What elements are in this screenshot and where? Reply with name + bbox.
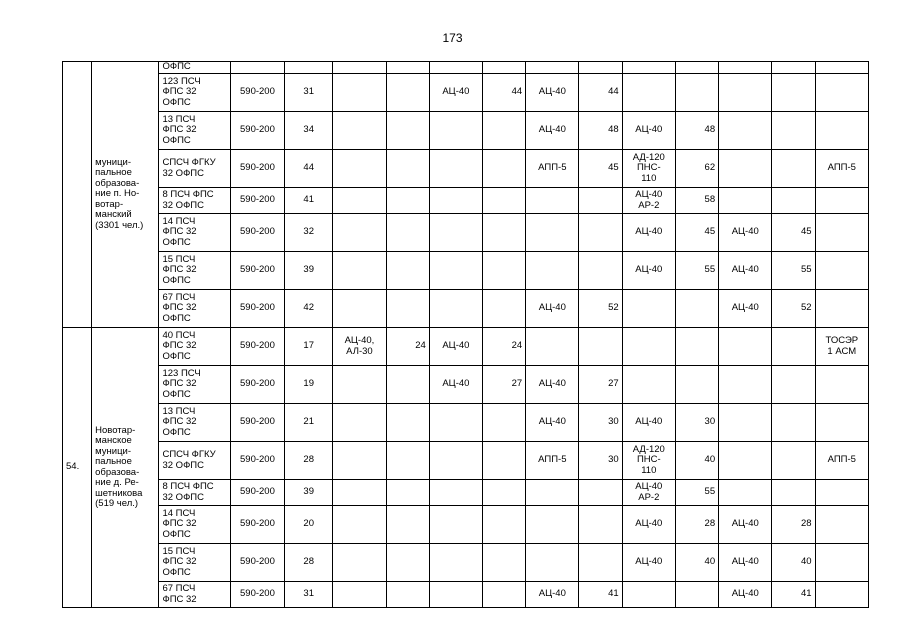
vehicle-cell: АЦ-40: [719, 290, 772, 328]
arrival-time-cell: 21: [285, 404, 333, 442]
time-value-cell: [386, 506, 429, 544]
fire-unit-cell: 13 ПСЧ ФПС 32 ОФПС: [159, 404, 230, 442]
row-number-cell: 54.: [63, 328, 92, 608]
fire-unit-cell: 123 ПСЧ ФПС 32 ОФПС: [159, 366, 230, 404]
vehicle-cell: [429, 290, 482, 328]
vehicle-cell: [719, 150, 772, 188]
arrival-time-cell: 42: [285, 290, 333, 328]
vehicle-cell: [333, 188, 386, 214]
vehicle-cell: АЦ-40, АЛ-30: [333, 328, 386, 366]
page-number: 173: [442, 31, 463, 45]
vehicle-cell: АД-120 ПНС- 110: [622, 442, 675, 480]
time-value-cell: [579, 62, 622, 74]
time-value-cell: [483, 404, 526, 442]
distance-cell: 590-200: [230, 582, 284, 608]
vehicle-cell: [429, 506, 482, 544]
distance-cell: [230, 62, 284, 74]
table-row: [63, 404, 869, 442]
time-value-cell: 24: [386, 328, 429, 366]
vehicle-cell: АЦ-40: [622, 112, 675, 150]
vehicle-cell: [333, 582, 386, 608]
vehicle-cell: АПП-5: [815, 150, 868, 188]
time-value-cell: 45: [579, 150, 622, 188]
time-value-cell: 28: [772, 506, 815, 544]
vehicle-cell: АЦ-40: [719, 582, 772, 608]
vehicle-cell: [815, 404, 868, 442]
table-row: [63, 480, 869, 506]
vehicle-cell: [622, 74, 675, 112]
time-value-cell: 62: [675, 150, 718, 188]
fire-unit-cell: 15 ПСЧ ФПС 32 ОФПС: [159, 544, 230, 582]
time-value-cell: 44: [579, 74, 622, 112]
vehicle-cell: [815, 62, 868, 74]
vehicle-cell: [429, 582, 482, 608]
distance-cell: 590-200: [230, 214, 284, 252]
distance-cell: 590-200: [230, 188, 284, 214]
fire-unit-cell: 40 ПСЧ ФПС 32 ОФПС: [159, 328, 230, 366]
vehicle-cell: [815, 74, 868, 112]
vehicle-cell: ТОСЭР 1 АСМ: [815, 328, 868, 366]
time-value-cell: [483, 112, 526, 150]
vehicle-cell: [429, 404, 482, 442]
vehicle-cell: [622, 366, 675, 404]
time-value-cell: [579, 188, 622, 214]
table-row: [63, 112, 869, 150]
distance-cell: 590-200: [230, 290, 284, 328]
vehicle-cell: [429, 214, 482, 252]
time-value-cell: 24: [483, 328, 526, 366]
vehicle-cell: [622, 582, 675, 608]
distance-cell: 590-200: [230, 544, 284, 582]
vehicle-cell: [719, 188, 772, 214]
vehicle-cell: [429, 62, 482, 74]
arrival-time-cell: 44: [285, 150, 333, 188]
vehicle-cell: АЦ-40: [719, 252, 772, 290]
vehicle-cell: [526, 188, 579, 214]
fire-unit-cell: 123 ПСЧ ФПС 32 ОФПС: [159, 74, 230, 112]
time-value-cell: [483, 582, 526, 608]
time-value-cell: [483, 62, 526, 74]
vehicle-cell: АЦ-40: [526, 582, 579, 608]
arrival-time-cell: 28: [285, 442, 333, 480]
fire-unit-cell: 67 ПСЧ ФПС 32: [159, 582, 230, 608]
vehicle-cell: АЦ-40: [622, 506, 675, 544]
vehicle-cell: АЦ-40 АР-2: [622, 188, 675, 214]
table-row: [63, 290, 869, 328]
vehicle-cell: [815, 366, 868, 404]
municipality-cell: муници- пальное образова- ние п. Но- вотар- манский (3301 чел.): [92, 62, 159, 328]
table-row: [63, 544, 869, 582]
fire-unit-cell: 13 ПСЧ ФПС 32 ОФПС: [159, 112, 230, 150]
vehicle-cell: [719, 328, 772, 366]
time-value-cell: [675, 62, 718, 74]
vehicle-cell: [429, 480, 482, 506]
time-value-cell: 52: [772, 290, 815, 328]
fire-unit-cell: 15 ПСЧ ФПС 32 ОФПС: [159, 252, 230, 290]
vehicle-cell: АПП-5: [815, 442, 868, 480]
arrival-time-cell: 41: [285, 188, 333, 214]
distance-cell: 590-200: [230, 480, 284, 506]
vehicle-cell: [333, 74, 386, 112]
time-value-cell: 45: [772, 214, 815, 252]
fire-unit-cell: 14 ПСЧ ФПС 32 ОФПС: [159, 506, 230, 544]
time-value-cell: [579, 506, 622, 544]
vehicle-cell: АЦ-40: [526, 290, 579, 328]
time-value-cell: 27: [483, 366, 526, 404]
vehicle-cell: АЦ-40: [526, 366, 579, 404]
time-value-cell: 28: [675, 506, 718, 544]
fire-unit-cell: 8 ПСЧ ФПС 32 ОФПС: [159, 188, 230, 214]
arrival-time-cell: 32: [285, 214, 333, 252]
vehicle-cell: [333, 214, 386, 252]
time-value-cell: [772, 366, 815, 404]
time-value-cell: [675, 328, 718, 366]
vehicle-cell: АЦ-40: [429, 74, 482, 112]
vehicle-cell: [815, 112, 868, 150]
time-value-cell: 30: [579, 404, 622, 442]
time-value-cell: [772, 480, 815, 506]
vehicle-cell: [719, 74, 772, 112]
table-row: [63, 74, 869, 112]
table-row: [63, 366, 869, 404]
vehicle-cell: АЦ-40: [526, 112, 579, 150]
time-value-cell: [483, 506, 526, 544]
time-value-cell: [386, 404, 429, 442]
time-value-cell: [483, 252, 526, 290]
vehicle-cell: АЦ-40: [429, 328, 482, 366]
time-value-cell: 44: [483, 74, 526, 112]
time-value-cell: 41: [579, 582, 622, 608]
fire-unit-cell: 67 ПСЧ ФПС 32 ОФПС: [159, 290, 230, 328]
distance-cell: 590-200: [230, 506, 284, 544]
time-value-cell: [386, 112, 429, 150]
vehicle-cell: [333, 506, 386, 544]
vehicle-cell: АЦ-40: [622, 252, 675, 290]
vehicle-cell: [719, 366, 772, 404]
time-value-cell: [386, 480, 429, 506]
time-value-cell: [772, 404, 815, 442]
vehicle-cell: [719, 480, 772, 506]
vehicle-cell: [526, 62, 579, 74]
vehicle-cell: [333, 112, 386, 150]
vehicle-cell: [429, 252, 482, 290]
time-value-cell: [772, 112, 815, 150]
vehicle-cell: [429, 442, 482, 480]
arrival-time-cell: 28: [285, 544, 333, 582]
time-value-cell: [483, 480, 526, 506]
distance-cell: 590-200: [230, 112, 284, 150]
time-value-cell: [386, 366, 429, 404]
time-value-cell: [772, 188, 815, 214]
time-value-cell: [386, 74, 429, 112]
time-value-cell: [386, 214, 429, 252]
time-value-cell: [386, 290, 429, 328]
vehicle-cell: [333, 544, 386, 582]
time-value-cell: [386, 582, 429, 608]
vehicle-cell: АД-120 ПНС- 110: [622, 150, 675, 188]
vehicle-cell: [622, 328, 675, 366]
vehicle-cell: [333, 442, 386, 480]
vehicle-cell: [526, 506, 579, 544]
vehicle-cell: АЦ-40: [719, 506, 772, 544]
vehicle-cell: [815, 506, 868, 544]
vehicle-cell: [333, 252, 386, 290]
table-row: [63, 506, 869, 544]
time-value-cell: 48: [579, 112, 622, 150]
vehicle-cell: [815, 582, 868, 608]
time-value-cell: 27: [579, 366, 622, 404]
time-value-cell: 52: [579, 290, 622, 328]
time-value-cell: [483, 544, 526, 582]
arrival-time-cell: 20: [285, 506, 333, 544]
time-value-cell: [386, 252, 429, 290]
time-value-cell: [579, 252, 622, 290]
arrival-time-cell: 19: [285, 366, 333, 404]
arrival-time-cell: 39: [285, 480, 333, 506]
time-value-cell: 55: [772, 252, 815, 290]
vehicle-cell: АЦ-40: [526, 404, 579, 442]
vehicle-cell: [622, 290, 675, 328]
time-value-cell: [386, 544, 429, 582]
time-value-cell: [675, 366, 718, 404]
distance-cell: 590-200: [230, 328, 284, 366]
time-value-cell: [386, 62, 429, 74]
distance-cell: 590-200: [230, 74, 284, 112]
table-row: [63, 442, 869, 480]
vehicle-cell: [429, 188, 482, 214]
time-value-cell: [675, 74, 718, 112]
arrival-time-cell: 17: [285, 328, 333, 366]
vehicle-cell: [815, 290, 868, 328]
vehicle-cell: АПП-5: [526, 150, 579, 188]
table-row: [63, 188, 869, 214]
fire-unit-cell: СПСЧ ФГКУ 32 ОФПС: [159, 150, 230, 188]
table-row: [63, 214, 869, 252]
time-value-cell: [483, 150, 526, 188]
arrival-time-cell: 34: [285, 112, 333, 150]
time-value-cell: [772, 150, 815, 188]
vehicle-cell: [815, 544, 868, 582]
vehicle-cell: АПП-5: [526, 442, 579, 480]
table-row: [63, 62, 869, 74]
time-value-cell: [386, 442, 429, 480]
vehicle-cell: [815, 188, 868, 214]
fire-unit-cell: 14 ПСЧ ФПС 32 ОФПС: [159, 214, 230, 252]
time-value-cell: 48: [675, 112, 718, 150]
time-value-cell: 55: [675, 252, 718, 290]
time-value-cell: [386, 150, 429, 188]
table-row: [63, 252, 869, 290]
vehicle-cell: [429, 112, 482, 150]
time-value-cell: 40: [675, 544, 718, 582]
row-number-cell: [63, 62, 92, 328]
time-value-cell: [675, 582, 718, 608]
distance-cell: 590-200: [230, 252, 284, 290]
time-value-cell: [772, 62, 815, 74]
vehicle-cell: [333, 480, 386, 506]
time-value-cell: 41: [772, 582, 815, 608]
time-value-cell: [579, 214, 622, 252]
time-value-cell: [483, 188, 526, 214]
vehicle-cell: [719, 112, 772, 150]
time-value-cell: [579, 480, 622, 506]
arrival-time-cell: [285, 62, 333, 74]
time-value-cell: 58: [675, 188, 718, 214]
municipality-cell: Новотар- манское муници- пальное образова- ние д. Ре- шетникова (519 чел.): [92, 328, 159, 608]
time-value-cell: [483, 442, 526, 480]
vehicle-cell: [526, 214, 579, 252]
time-value-cell: [772, 442, 815, 480]
dispatch-table: [62, 61, 869, 608]
vehicle-cell: [333, 366, 386, 404]
time-value-cell: 55: [675, 480, 718, 506]
table-row: [63, 582, 869, 608]
vehicle-cell: [333, 404, 386, 442]
distance-cell: 590-200: [230, 404, 284, 442]
vehicle-cell: АЦ-40: [526, 74, 579, 112]
time-value-cell: [386, 188, 429, 214]
time-value-cell: [483, 290, 526, 328]
fire-unit-cell: СПСЧ ФГКУ 32 ОФПС: [159, 442, 230, 480]
time-value-cell: 40: [772, 544, 815, 582]
time-value-cell: 30: [675, 404, 718, 442]
vehicle-cell: [526, 544, 579, 582]
vehicle-cell: [526, 328, 579, 366]
vehicle-cell: [333, 290, 386, 328]
vehicle-cell: [333, 62, 386, 74]
vehicle-cell: [719, 442, 772, 480]
vehicle-cell: [526, 252, 579, 290]
vehicle-cell: [815, 252, 868, 290]
time-value-cell: 45: [675, 214, 718, 252]
vehicle-cell: АЦ-40: [719, 214, 772, 252]
table-row: [63, 150, 869, 188]
vehicle-cell: АЦ-40: [622, 404, 675, 442]
time-value-cell: [772, 74, 815, 112]
time-value-cell: [675, 290, 718, 328]
vehicle-cell: [719, 404, 772, 442]
time-value-cell: [579, 544, 622, 582]
vehicle-cell: АЦ-40: [622, 544, 675, 582]
time-value-cell: 40: [675, 442, 718, 480]
distance-cell: 590-200: [230, 442, 284, 480]
vehicle-cell: [429, 150, 482, 188]
time-value-cell: [772, 328, 815, 366]
distance-cell: 590-200: [230, 366, 284, 404]
vehicle-cell: [429, 544, 482, 582]
table-row: [63, 328, 869, 366]
fire-unit-cell: 8 ПСЧ ФПС 32 ОФПС: [159, 480, 230, 506]
arrival-time-cell: 39: [285, 252, 333, 290]
time-value-cell: [483, 214, 526, 252]
distance-cell: 590-200: [230, 150, 284, 188]
time-value-cell: [579, 328, 622, 366]
vehicle-cell: [526, 480, 579, 506]
vehicle-cell: АЦ-40: [429, 366, 482, 404]
vehicle-cell: [333, 150, 386, 188]
fire-unit-cell: ОФПС: [159, 62, 230, 74]
arrival-time-cell: 31: [285, 582, 333, 608]
time-value-cell: 30: [579, 442, 622, 480]
vehicle-cell: АЦ-40: [719, 544, 772, 582]
vehicle-cell: [815, 480, 868, 506]
vehicle-cell: [719, 62, 772, 74]
vehicle-cell: АЦ-40: [622, 214, 675, 252]
vehicle-cell: [815, 214, 868, 252]
vehicle-cell: [622, 62, 675, 74]
arrival-time-cell: 31: [285, 74, 333, 112]
vehicle-cell: АЦ-40 АР-2: [622, 480, 675, 506]
